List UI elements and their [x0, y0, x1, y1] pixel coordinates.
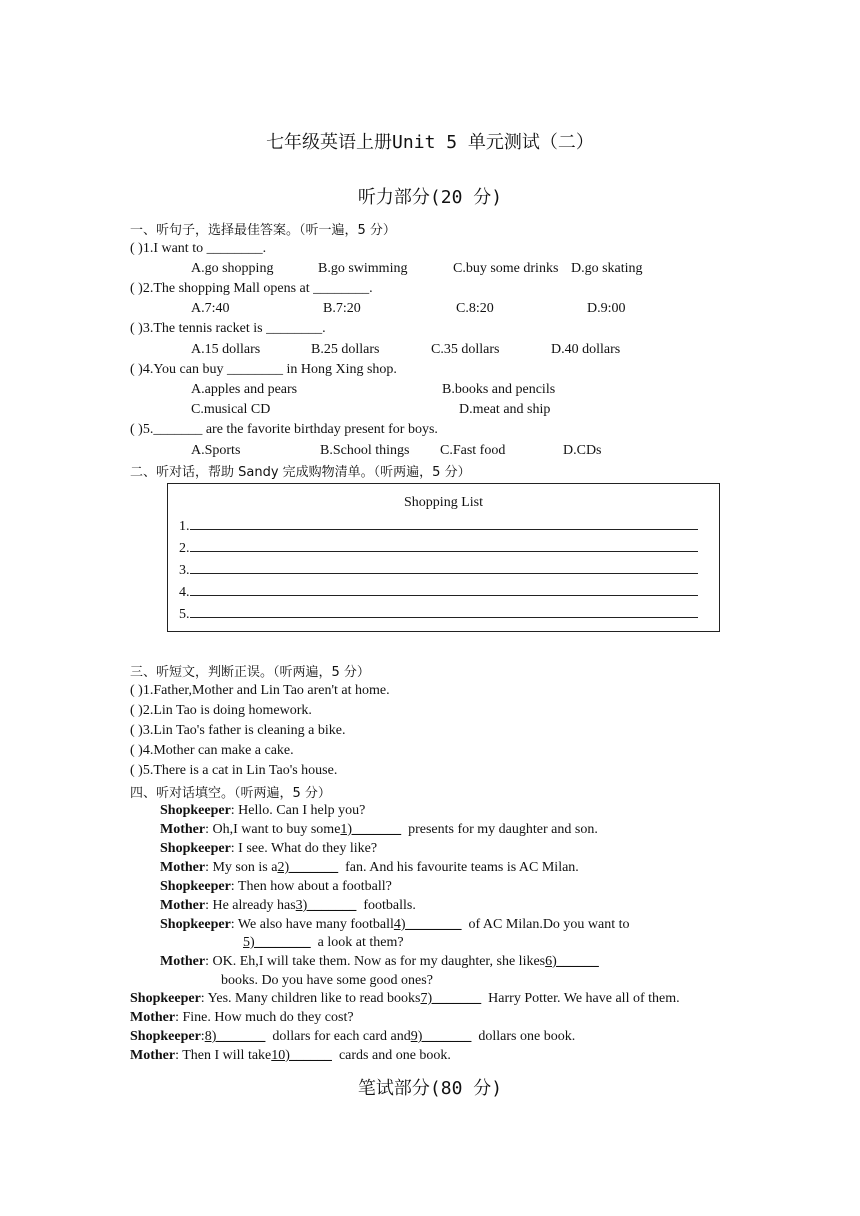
answer-blank-6[interactable]: 6)______: [545, 954, 599, 969]
answer-blank-1[interactable]: 1)_______: [340, 822, 402, 837]
answer-blank[interactable]: [190, 581, 698, 596]
shopping-list-line-1[interactable]: [179, 515, 698, 536]
dialogue-line-3: [160, 840, 377, 858]
line-text: : I see. What do they like?: [230, 841, 378, 856]
part1-q5-stem: ( )5._______ are the favorite birthday present for boys.: [130, 422, 438, 437]
listening-section-title: 听力部分(20 分): [357, 187, 503, 208]
part1-q2-option-c: C.8:20: [456, 301, 494, 316]
line-text: footballs.: [356, 898, 416, 913]
line-number: 3.: [179, 563, 190, 578]
part1-q4-option-a: A.apples and pears: [191, 382, 298, 397]
answer-blank-8[interactable]: 8)_______: [204, 1029, 266, 1044]
answer-blank-2[interactable]: 2)_______: [277, 860, 339, 875]
part1-q2-stem: ( )2.The shopping Mall opens at ________.: [130, 281, 373, 296]
part1-q3-option-b: B.25 dollars: [311, 342, 380, 357]
speaker: Shopkeeper: [130, 991, 201, 1006]
answer-blank[interactable]: [190, 515, 698, 530]
part3-item-4: ( )4.Mother can make a cake.: [130, 743, 294, 758]
dialogue-line-6: [160, 897, 416, 915]
speaker: Mother: [130, 1048, 176, 1063]
shopping-list-line-2[interactable]: [179, 537, 698, 558]
line-text: : Then how about a football?: [230, 879, 392, 894]
answer-blank-7[interactable]: 7)_______: [420, 991, 482, 1006]
line-text: presents for my daughter and son.: [401, 822, 598, 837]
dialogue-line-5: [160, 878, 392, 896]
line-text: of AC Milan.Do you want to: [461, 917, 630, 932]
line-number: 4.: [179, 585, 190, 600]
shopping-list-box: [167, 483, 720, 632]
dialogue-line-9: [160, 953, 599, 971]
part3-item-5: ( )5.There is a cat in Lin Tao's house.: [130, 763, 338, 778]
dialogue-line-10: [221, 972, 433, 990]
line-text: a look at them?: [310, 935, 404, 950]
line-text: Harry Potter. We have all of them.: [481, 991, 680, 1006]
line-text: : Hello. Can I help you?: [230, 803, 366, 818]
line-text: dollars for each card and: [265, 1029, 411, 1044]
dialogue-line-14: [130, 1047, 451, 1065]
dialogue-line-11: [130, 990, 680, 1008]
answer-blank-4[interactable]: 4)________: [393, 917, 462, 932]
part1-q1-option-b: B.go swimming: [318, 261, 408, 276]
part1-q5-option-c: C.Fast food: [440, 443, 506, 458]
line-text: : OK. Eh,I will take them. Now as for my daughter, she likes: [205, 954, 546, 969]
part1-q5-option-d: D.CDs: [563, 443, 602, 458]
dialogue-line-4: [160, 859, 579, 877]
line-text: : We also have many football: [230, 917, 394, 932]
line-text: : Fine. How much do they cost?: [175, 1010, 354, 1025]
line-text: : Then I will take: [175, 1048, 272, 1063]
part1-q3-stem: ( )3.The tennis racket is ________.: [130, 321, 326, 336]
part3-heading: 三、听短文，判断正误。（听两遍，5 分）: [130, 665, 370, 680]
speaker: Mother: [160, 860, 206, 875]
part1-q4-option-c: C.musical CD: [191, 402, 271, 417]
line-text: dollars one book.: [471, 1029, 576, 1044]
speaker: Shopkeeper: [160, 803, 231, 818]
line-text: fan. And his favourite teams is AC Milan.: [338, 860, 579, 875]
shopping-list-title: Shopping List: [404, 495, 483, 510]
answer-blank[interactable]: [190, 537, 698, 552]
part1-q2-option-b: B.7:20: [323, 301, 361, 316]
part1-q1-stem: ( )1.I want to ________.: [130, 241, 267, 256]
answer-blank-10[interactable]: 10)______: [271, 1048, 332, 1063]
line-number: 5.: [179, 607, 190, 622]
part1-q2-option-a: A.7:40: [191, 301, 230, 316]
line-text: : My son is a: [205, 860, 278, 875]
part1-q3-option-d: D.40 dollars: [551, 342, 621, 357]
line-text: books. Do you have some good ones?: [221, 973, 433, 988]
speaker: Mother: [160, 954, 206, 969]
dialogue-line-13: [130, 1028, 575, 1046]
shopping-list-line-5[interactable]: [179, 603, 698, 624]
shopping-list-line-3[interactable]: [179, 559, 698, 580]
part1-q1-option-c: C.buy some drinks: [453, 261, 559, 276]
shopping-list-line-4[interactable]: [179, 581, 698, 602]
line-text: : He already has: [205, 898, 296, 913]
speaker: Shopkeeper: [160, 917, 231, 932]
part1-q2-option-d: D.9:00: [587, 301, 626, 316]
line-text: cards and one book.: [331, 1048, 451, 1063]
part3-item-1: ( )1.Father,Mother and Lin Tao aren't at home.: [130, 683, 390, 698]
part1-q4-option-d: D.meat and ship: [459, 402, 551, 417]
line-text: : Yes. Many children like to read books: [200, 991, 421, 1006]
part1-heading: 一、听句子，选择最佳答案。（听一遍，5 分）: [130, 223, 396, 238]
part1-q4-stem: ( )4.You can buy ________ in Hong Xing shop.: [130, 362, 397, 377]
part2-heading: 二、听对话，帮助 Sandy 完成购物清单。（听两遍，5 分）: [130, 465, 471, 480]
part1-q3-option-a: A.15 dollars: [191, 342, 261, 357]
writing-section-title: 笔试部分(80 分): [357, 1078, 503, 1099]
line-number: 1.: [179, 519, 190, 534]
part3-item-2: ( )2.Lin Tao is doing homework.: [130, 703, 312, 718]
line-number: 2.: [179, 541, 190, 556]
speaker: Mother: [160, 822, 206, 837]
dialogue-line-2: [160, 821, 598, 839]
part1-q1-option-a: A.go shopping: [191, 261, 274, 276]
dialogue-line-1: [160, 802, 365, 820]
page-title: 七年级英语上册Unit 5 单元测试（二）: [266, 132, 594, 153]
speaker: Shopkeeper: [160, 841, 231, 856]
part1-q5-option-a: A.Sports: [191, 443, 241, 458]
answer-blank[interactable]: [190, 603, 698, 618]
dialogue-line-8: [243, 934, 404, 952]
part1-q3-option-c: C.35 dollars: [431, 342, 500, 357]
speaker: Mother: [130, 1010, 176, 1025]
answer-blank-5[interactable]: 5)________: [243, 935, 311, 950]
part1-q1-option-d: D.go skating: [571, 261, 643, 276]
part1-q4-option-b: B.books and pencils: [442, 382, 556, 397]
answer-blank-9[interactable]: 9)_______: [410, 1029, 472, 1044]
dialogue-line-7: [160, 916, 630, 934]
speaker: Shopkeeper: [130, 1029, 201, 1044]
line-text: :: [200, 1029, 205, 1044]
speaker: Mother: [160, 898, 206, 913]
answer-blank-3[interactable]: 3)_______: [295, 898, 357, 913]
speaker: Shopkeeper: [160, 879, 231, 894]
dialogue-line-12: [130, 1009, 354, 1027]
part3-item-3: ( )3.Lin Tao's father is cleaning a bike.: [130, 723, 346, 738]
part1-q5-option-b: B.School things: [320, 443, 410, 458]
part4-heading: 四、听对话填空。（听两遍，5 分）: [130, 786, 331, 801]
answer-blank[interactable]: [190, 559, 698, 574]
line-text: : Oh,I want to buy some: [205, 822, 341, 837]
